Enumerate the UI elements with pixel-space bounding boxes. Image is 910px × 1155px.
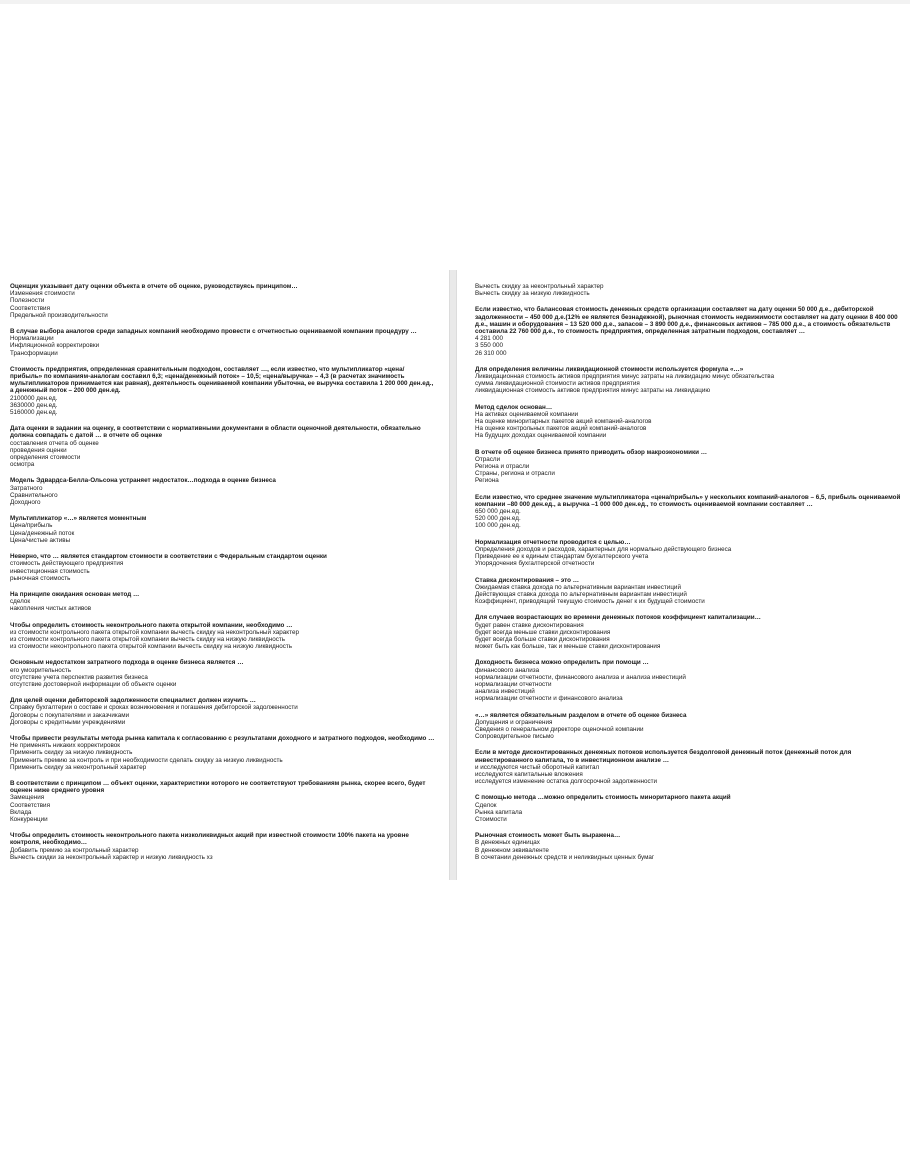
- question-block: [475, 539, 903, 568]
- answer-option: Применить скидку за неконтрольный характер: [10, 763, 147, 771]
- question-title: С помощью метода …можно определить стоимость миноритарного пакета акций: [475, 794, 731, 802]
- question-block: [475, 404, 903, 440]
- answer-option: рыночная стоимость: [10, 574, 71, 582]
- question-block: [10, 735, 436, 771]
- answer-option: Региона: [475, 477, 499, 485]
- question-title: Метод сделок основан…: [475, 403, 553, 411]
- answer-option: составления отчета об оценке: [10, 439, 99, 447]
- question-title: На принципе ожидания основан метод …: [10, 590, 140, 598]
- answer-option: На оценке миноритарных пакетов акций компаний-аналогов: [475, 418, 652, 426]
- question-block: [475, 712, 903, 741]
- question-title: Рыночная стоимость может быть выражена…: [475, 832, 621, 840]
- answer-option: из стоимости контрольного пакета открытой компании вычесть скидку на низкую ликвидность: [10, 635, 286, 643]
- answer-option: Ожидаемая ставка дохода по альтернативным вариантам инвестиций: [475, 583, 681, 591]
- answer-option: Стоимости: [475, 815, 507, 823]
- question-title: Стоимость предприятия, определенная сравнительным подходом, составляет …, если известно, что мультипликатор «цена/прибыль» по компаниям-аналогам составил 6,3; «цена/денежный поток» – 10,5; «цена/выручка» – 4,3 (в расчетах значимость мультипликаторов принимается как равная), деятельность оцениваемой компании убыточна, ее выручка составила 1 200 000 ден.ед., а денежный поток – 200 000 ден.ед.: [10, 365, 434, 395]
- answer-option: Вклада: [10, 808, 32, 816]
- answer-option: из стоимости контрольного пакета открытой компании вычесть скидку на неконтрольный характер: [10, 628, 299, 636]
- question-block: [10, 425, 436, 468]
- answer-option: будет всегда меньше ставки дисконтирования: [475, 628, 611, 636]
- answer-option: Приведение ее к единым стандартам бухгалтерского учета: [475, 553, 649, 561]
- question-title: Мультипликатор «…» является моментным: [10, 515, 147, 523]
- answer-option: финансового анализа: [475, 666, 540, 674]
- answer-option: Договоры с кредитными учреждениями: [10, 718, 126, 726]
- answer-option: 650 000 ден.ед.: [475, 508, 521, 516]
- answer-option: осмотра: [10, 461, 35, 469]
- question-block: [10, 328, 436, 357]
- answer-option: Упорядочения бухгалтерской отчетности: [475, 560, 595, 568]
- question-block: [10, 697, 436, 726]
- answer-option: Коэффициент, приводящий текущую стоимость денег к их будущей стоимости: [475, 598, 705, 606]
- answer-option: Сопроводительное письмо: [475, 733, 554, 741]
- answer-option: 26 310 000: [475, 349, 507, 357]
- answer-option: отсутствие достоверной информации об объекте оценки: [10, 680, 177, 688]
- question-block: [10, 591, 436, 613]
- answer-option: Изменения стоимости: [10, 290, 75, 298]
- answer-option: В денежном эквиваленте: [475, 846, 549, 854]
- question-block: [10, 780, 436, 823]
- question-title: Дата оценки в задании на оценку, в соответствии с нормативными документами в области оценочной деятельности, обязательно должна совпадать с датой … в отчете об оценке: [10, 425, 421, 440]
- answer-option: Сделок: [475, 801, 497, 809]
- answer-option: 2100000 ден.ед.: [10, 394, 58, 402]
- answer-option: Отрасли: [475, 455, 501, 463]
- answer-option: исследуется изменение остатка долгосрочной задолженности: [475, 778, 658, 786]
- answer-option: 3630000 ден.ед.: [10, 401, 58, 409]
- question-block: [475, 449, 903, 485]
- question-block: [475, 494, 903, 530]
- answer-option: Страны, региона и отрасли: [475, 470, 555, 478]
- answer-option: Применить скидку за низкую ликвидность: [10, 749, 133, 757]
- answer-option: Добавить премию за контрольный характер: [10, 846, 139, 854]
- answer-option: Цена/прибыль: [10, 522, 53, 530]
- answer-option: На будущих доходах оцениваемой компании: [475, 432, 607, 440]
- answer-option: Замещения: [10, 794, 45, 802]
- answer-option: исследуются капитальные вложения: [475, 770, 583, 778]
- question-block: [10, 622, 436, 651]
- question-title: Для определения величины ликвидационной стоимости используется формула «…»: [475, 365, 744, 373]
- question-title: Чтобы определить стоимость неконтрольного пакета открытой компании, необходимо …: [10, 621, 293, 629]
- answer-option: и исследуются чистый оборотный капитал: [475, 763, 600, 771]
- answer-option: В сочетании денежных средств и неликвидных ценных бумаг: [475, 853, 655, 861]
- left-column: [10, 283, 436, 870]
- answer-option: Соответствия: [10, 304, 50, 312]
- question-block: [475, 306, 903, 356]
- question-block: [10, 283, 436, 319]
- question-title: В соответствии с принципом … объект оценки, характеристики которого не соответствуют требованиям рынка, скорее всего, будет оценен ниже среднего уровня: [10, 779, 426, 795]
- answer-option: Сведения о генеральном директоре оценочной компании: [475, 725, 644, 733]
- answer-option: Соответствия: [10, 801, 50, 809]
- answer-option: На оценке контрольных пакетов акций компаний-аналогов: [475, 425, 647, 433]
- answer-option: нормализации отчетности, финансового анализа и анализа инвестиций: [475, 673, 686, 681]
- answer-option: Не применять никаких корректировок: [10, 742, 121, 750]
- answer-option: 5160000 ден.ед.: [10, 409, 58, 417]
- answer-option: 100 000 ден.ед.: [475, 522, 521, 530]
- answer-option: Сравнительного: [10, 491, 58, 499]
- question-block: [10, 553, 436, 582]
- answer-option: будет равен ставке дисконтирования: [475, 621, 584, 629]
- question-title: В отчете об оценке бизнеса принято приводить обзор макроэкономики …: [475, 448, 708, 456]
- question-block: [475, 749, 903, 785]
- answer-option: нормализации отчетности и финансового анализа: [475, 695, 623, 703]
- answer-option: Применить премию за контроль и при необходимости сделать скидку за низкую ликвидность: [10, 756, 283, 764]
- question-title: Для случаев возрастающих во времени денежных потоков коэффициент капитализации…: [475, 614, 761, 622]
- question-block: [10, 366, 436, 416]
- answer-option: Ликвидационная стоимость активов предприятия минус затраты на ликвидацию минус обязательства: [475, 373, 775, 381]
- answer-option: Цена/денежный поток: [10, 529, 75, 537]
- answer-option: стоимость действующего предприятия: [10, 560, 124, 568]
- answer-option: Цена/чистые активы: [10, 536, 71, 544]
- page-top-strip: [0, 0, 910, 4]
- answer-option: инвестиционная стоимость: [10, 567, 90, 575]
- answer-option: отсутствие учета перспектив развития бизнеса: [10, 673, 148, 681]
- answer-option: 4 281 000: [475, 335, 504, 343]
- question-title: Если в методе дисконтированных денежных потоков используется бездолговой денежный поток (денежный поток для инвестированного капитала, то в инвестиционном анализе …: [475, 749, 852, 764]
- answer-option: из стоимости неконтрольного пакета открытой компании вычесть скидку на низкую ликвидность: [10, 643, 293, 651]
- question-title: Ставка дисконтирования – это …: [475, 576, 580, 584]
- question-title: «…» является обязательным разделом в отчете об оценке бизнеса: [475, 711, 687, 719]
- answer-option: Затратного: [10, 484, 43, 492]
- question-title: В случае выбора аналогов среди западных компаний необходимо провести с отчетностью оцениваемой компании процедуру …: [10, 328, 417, 336]
- question-title: Нормализация отчетности проводится с целью…: [475, 538, 631, 546]
- question-title: Чтобы привести результаты метода рынка капитала к согласованию с результатами доходного и затратного подходов, необходимо …: [10, 734, 435, 742]
- answer-option: проведения оценки: [10, 446, 67, 454]
- answer-option: В денежных единицах: [475, 839, 540, 847]
- answer-option: Действующая ставка дохода по альтернативным вариантам инвестиций: [475, 590, 687, 598]
- answer-option: Предельной производительности: [10, 311, 108, 319]
- answer-option: Полезности: [10, 297, 45, 305]
- question-block: [475, 577, 903, 606]
- answer-option: Доходного: [10, 499, 41, 507]
- answer-option: Договоры с покупателями и заказчиками: [10, 711, 130, 719]
- answer-option: сумма ликвидационной стоимости активов предприятия: [475, 380, 640, 388]
- question-block: [475, 614, 903, 650]
- question-title: Основным недостатком затратного подхода в оценке бизнеса является …: [10, 659, 244, 667]
- answer-option: 3 550 000: [475, 342, 504, 350]
- answer-option: анализа инвестиций: [475, 688, 535, 696]
- answer-option: На активах оцениваемой компании: [475, 410, 579, 418]
- answer-option: Рынка капитала: [475, 808, 523, 816]
- question-block: [475, 659, 903, 702]
- answer-option: нормализации отчетности: [475, 680, 552, 688]
- answer-option: его умозрительность: [10, 666, 72, 674]
- answer-option: Справку бухгалтерии о составе и сроках возникновения и погашения дебиторской задолженности: [10, 704, 298, 712]
- answer-option: Инфляционной корректировки: [10, 342, 100, 350]
- answer-option: определения стоимости: [10, 454, 81, 462]
- question-title: Неверно, что … является стандартом стоимости в соответствии с Федеральным стандартом оценки: [10, 553, 327, 561]
- answer-option: Определения доходов и расходов, характерных для нормально действующего бизнеса: [475, 545, 732, 553]
- answer-option: 520 000 ден.ед.: [475, 515, 521, 523]
- question-title: Если известно, что среднее значение мультипликатора «цена/прибыль» у нескольких компаний-аналогов – 6,5, прибыль оцениваемой компании –80 000 ден.ед., а выручка –1 000 000 ден.ед., то стоимость оцениваемой компании составляет …: [475, 493, 901, 508]
- question-block: [10, 515, 436, 544]
- question-block: [10, 659, 436, 688]
- answer-option: Вычесть скидку за низкую ликвидность: [475, 290, 590, 298]
- question-title: Модель Эдвардса-Белла-Ольсона устраняет недостаток…подхода в оценке бизнеса: [10, 477, 276, 485]
- question-title: Чтобы определить стоимость неконтрольного пакета низколиквидных акций при известной стоимости 100% пакета на уровне контроля, необходимо…: [10, 832, 409, 847]
- question-title: Оценщик указывает дату оценки объекта в отчете об оценке, руководствуясь принципом…: [10, 283, 298, 290]
- right-column: [475, 283, 903, 870]
- answer-option: накопления чистых активов: [10, 605, 92, 613]
- question-title: Доходность бизнеса можно определить при помощи …: [475, 659, 649, 667]
- answer-option: Вычесть скидку за неконтрольный характер: [475, 283, 604, 290]
- question-title: Для целей оценки дебиторской задолженности специалист должен изучить …: [10, 697, 256, 705]
- answer-option: будет всегда больше ставки дисконтирования: [475, 635, 610, 643]
- answer-option: Региона и отрасли: [475, 463, 530, 471]
- question-block: [475, 366, 903, 395]
- answer-option: Трансформации: [10, 349, 58, 357]
- question-title: Если известно, что балансовая стоимость денежных средств организации составляет на дату оценки 50 000 д.е., дебиторской задолженности – 450 000 д.е.(12% ее является безнадежной), рыночная стоимость недвижимости составляет на дату оценки 8 400 000 д.е., машин и оборудования – 13 520 000 д.е., запасов – 3 890 000 д.е., финансовых активов – 785 000 д.е., а стоимость обязательств составила 22 760 000 д.е., то стоимость предприятия, определенная затратным подходом, составляет …: [475, 306, 898, 336]
- answer-option: ликвидационная стоимость активов предприятия минус затраты на ликвидацию: [475, 387, 711, 395]
- answer-option: Нормализации: [10, 335, 54, 343]
- question-continuation: [475, 283, 903, 297]
- answer-option: Вычесть скидки за неконтрольный характер и низкую ликвидность хз: [10, 853, 213, 861]
- page-divider: [449, 270, 457, 880]
- question-block: [10, 832, 436, 861]
- question-block: [10, 477, 436, 506]
- answer-option: может быть как больше, так и меньше ставки дисконтирования: [475, 643, 661, 651]
- question-block: [475, 794, 903, 823]
- answer-option: Конкуренции: [10, 815, 48, 823]
- answer-option: Допущения и ограничения: [475, 718, 553, 726]
- answer-option: сделок: [10, 598, 31, 606]
- question-block: [475, 832, 903, 861]
